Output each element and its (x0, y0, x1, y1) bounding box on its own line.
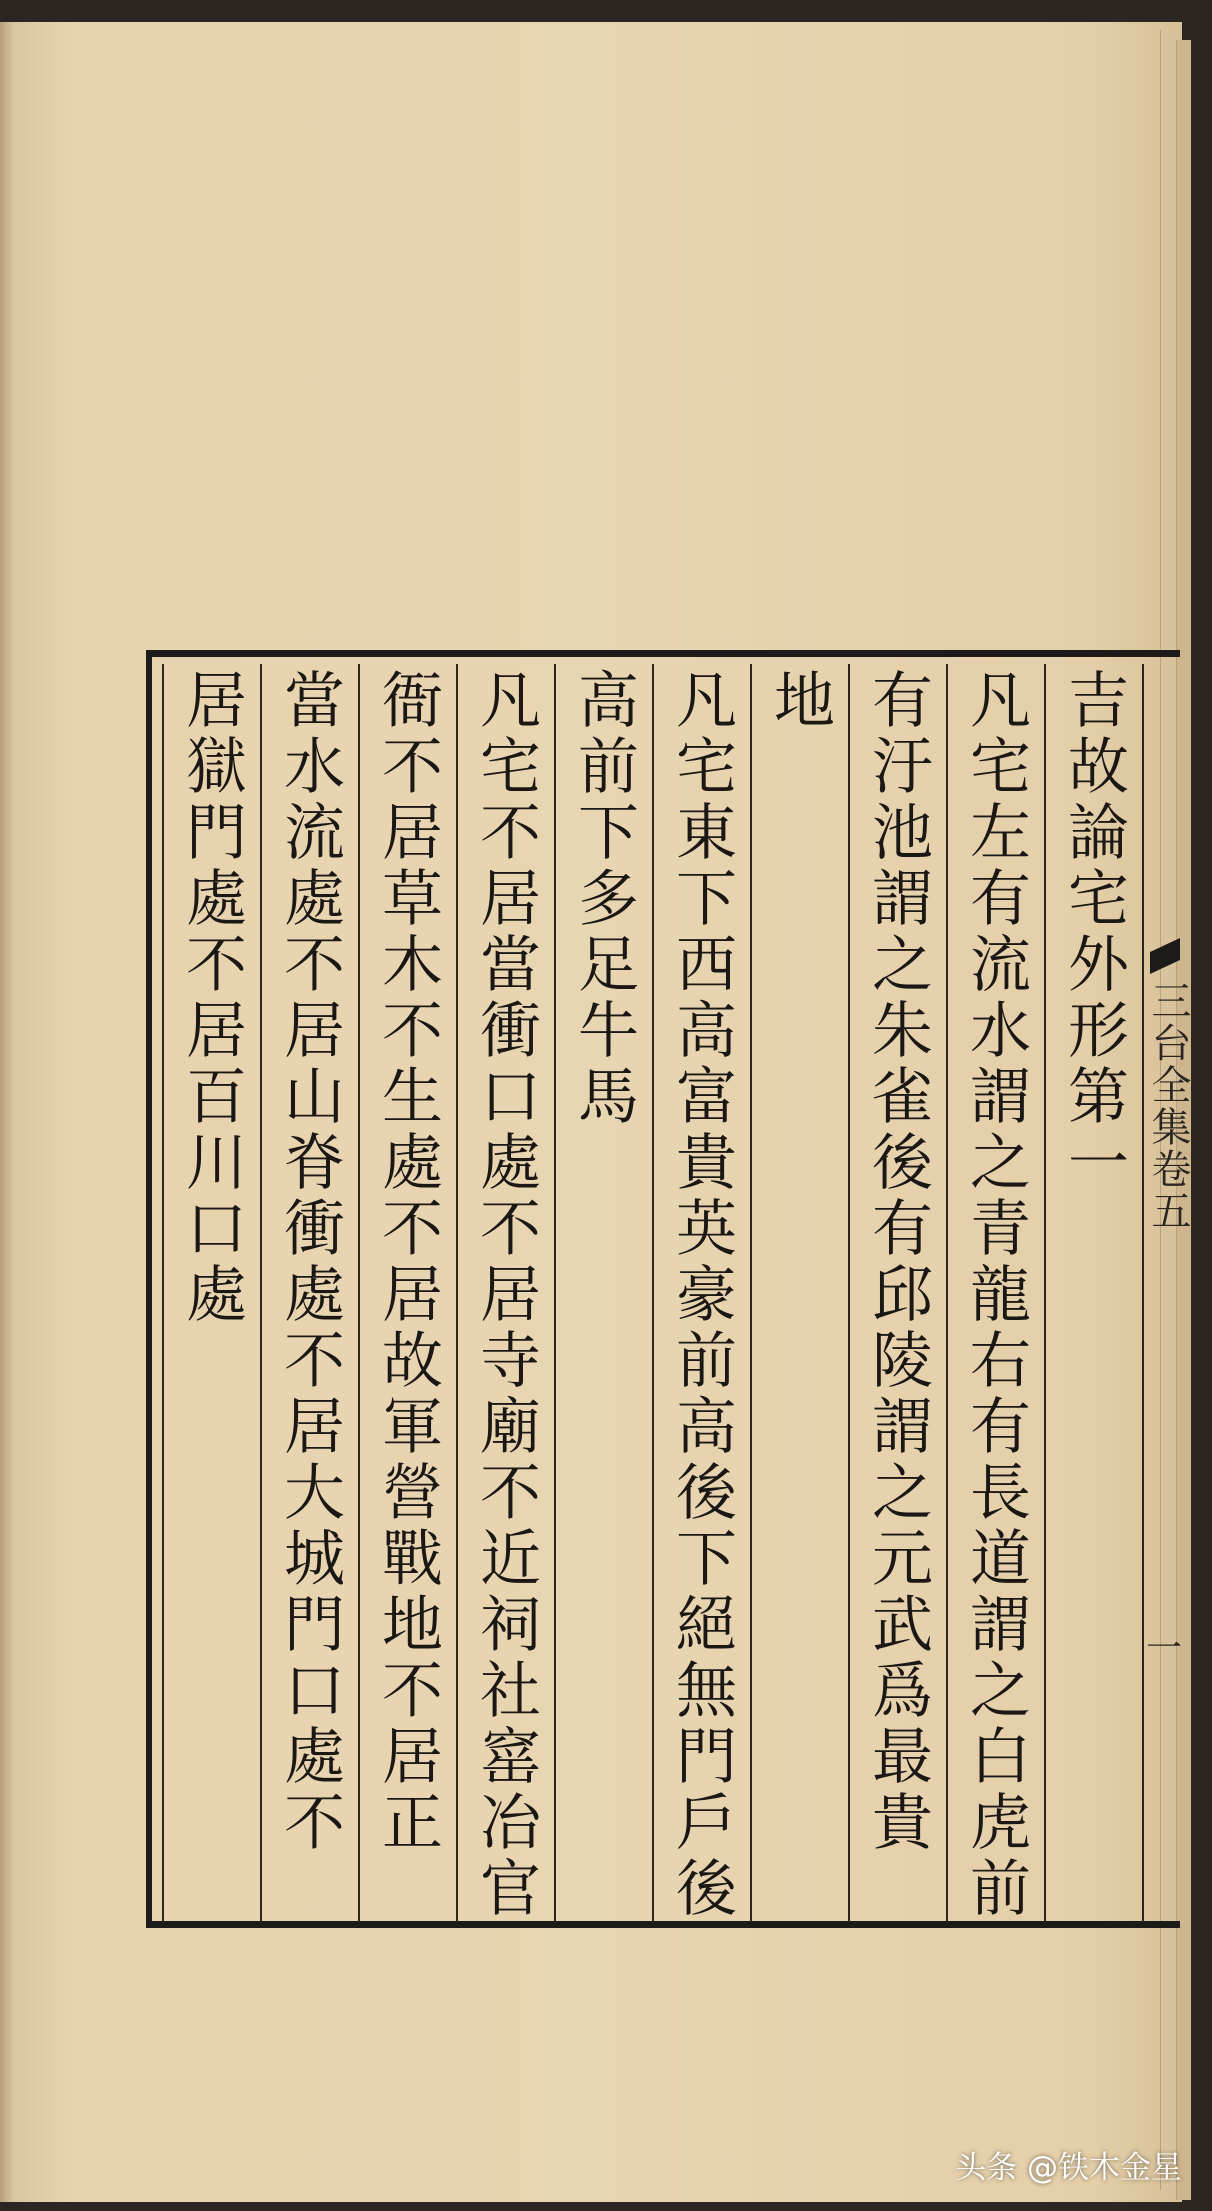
text-column: 地 (764, 668, 835, 734)
margin-book-title: 三台全集卷五 (1145, 980, 1191, 1232)
text-column: 高前下多足牛馬 (568, 668, 639, 1130)
column-rule (1142, 664, 1144, 1922)
watermark: 头条 @铁木金星 (955, 2150, 1182, 2186)
folio-number: 一 (1146, 1628, 1183, 1669)
text-column: 有汙池謂之朱雀後有邱陵謂之元武爲最貴 (862, 668, 933, 1856)
text-column: 居獄門處不居百川口處 (176, 668, 247, 1328)
text-column: 衙不居草木不生處不居故軍營戰地不居正 (372, 668, 443, 1856)
chapter-heading: 吉故論宅外形第一 (1058, 668, 1129, 1196)
page-spine (0, 22, 14, 2202)
column-rule (750, 664, 752, 1922)
text-column: 凡宅左有流水謂之青龍右有長道謂之白虎前 (960, 668, 1031, 1922)
text-column: 當水流處不居山脊衝處不居大城門口處不 (274, 668, 345, 1856)
text-column: 凡宅不居當衝口處不居寺廟不近祠社窰冶官 (470, 668, 541, 1922)
text-column: 凡宅東下西高富貴英豪前高後下絕無門戶後 (666, 668, 737, 1922)
